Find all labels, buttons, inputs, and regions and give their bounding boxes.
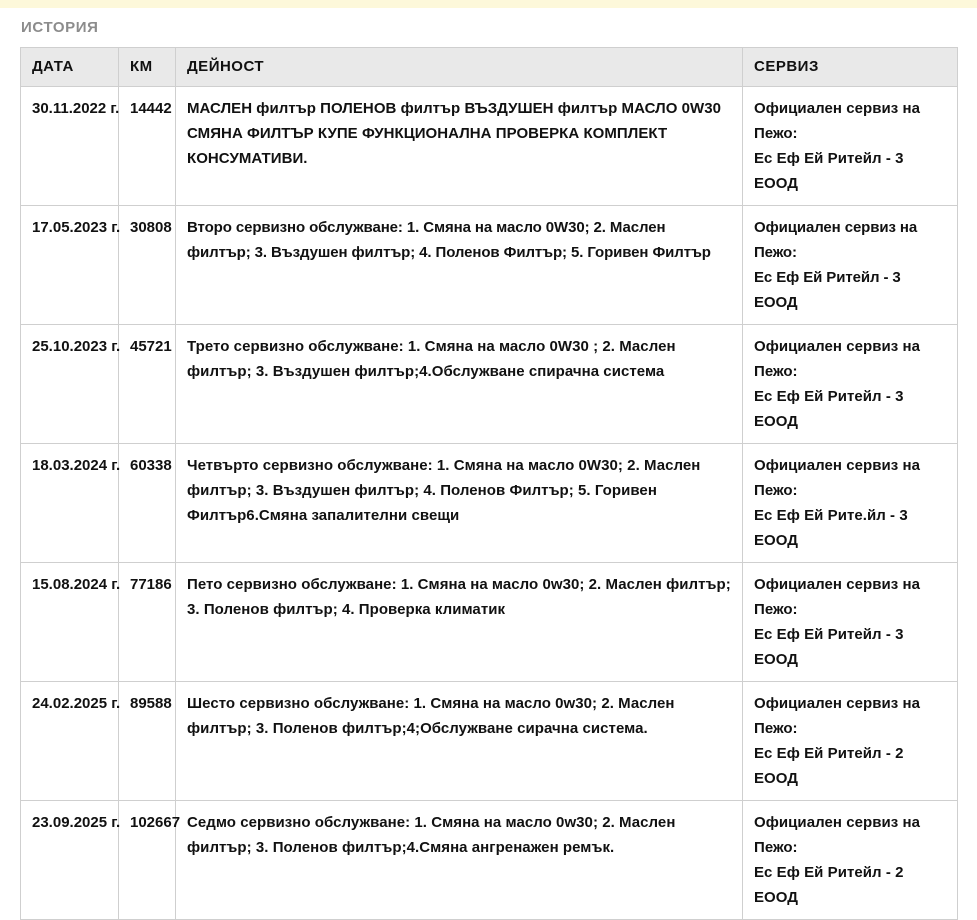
cell-activity: Пето сервизно обслужване: 1. Смяна на масло 0w30; 2. Маслен филтър; 3. Поленов филтър; 4. Проверка климатик (176, 563, 743, 682)
table-row (21, 444, 958, 563)
service-company: Ес Еф Ей Ритейл - 3 ЕООД (754, 626, 904, 668)
service-company: Ес Еф Ей Ритейл - 3 ЕООД (754, 388, 904, 430)
column-header-date: ДАТА (21, 48, 119, 87)
service-history-table (20, 47, 958, 920)
top-accent-band (0, 0, 977, 8)
service-name: Официален сервиз на Пежо: (754, 338, 920, 380)
cell-activity: Четвърто сервизно обслужване: 1. Смяна на масло 0W30; 2. Маслен филтър; 3. Въздушен филтър; 4. Поленов Филтър; 5. Горивен Филтър6.Смяна запалителни свещи (176, 444, 743, 563)
service-company: Ес Еф Ей Ритейл - 2 ЕООД (754, 864, 904, 906)
service-company: Ес Еф Ей Ритейл - 3 ЕООД (754, 150, 904, 192)
cell-date: 18.03.2024 г. (21, 444, 119, 563)
service-company: Ес Еф Ей Рите.йл - 3 ЕООД (754, 507, 908, 549)
cell-km: 14442 (119, 87, 176, 206)
service-name: Официален сервиз на Пежо: (754, 100, 920, 142)
table-row (21, 325, 958, 444)
history-section (0, 8, 977, 920)
column-header-activity: ДЕЙНОСТ (176, 48, 743, 87)
cell-date: 23.09.2025 г. (21, 801, 119, 920)
cell-date: 17.05.2023 г. (21, 206, 119, 325)
table-row (21, 801, 958, 920)
cell-activity: МАСЛЕН филтър ПОЛЕНОВ филтър ВЪЗДУШЕН филтър МАСЛО 0W30 СМЯНА ФИЛТЪР КУПЕ ФУНКЦИОНАЛНА ПРОВЕРКА КОМПЛЕКТ КОНСУМАТИВИ. (176, 87, 743, 206)
cell-activity: Второ сервизно обслужване: 1. Смяна на масло 0W30; 2. Маслен филтър; 3. Въздушен филтър; 4. Поленов Филтър; 5. Горивен Филтър (176, 206, 743, 325)
cell-km: 89588 (119, 682, 176, 801)
cell-service (743, 87, 958, 206)
cell-service (743, 444, 958, 563)
table-row (21, 682, 958, 801)
cell-date: 15.08.2024 г. (21, 563, 119, 682)
cell-km: 102667 (119, 801, 176, 920)
table-header (21, 48, 958, 87)
column-header-service: СЕРВИЗ (743, 48, 958, 87)
cell-service (743, 325, 958, 444)
cell-km: 45721 (119, 325, 176, 444)
cell-km: 77186 (119, 563, 176, 682)
cell-service (743, 682, 958, 801)
service-name: Официален сервиз на Пежо: (754, 576, 920, 618)
cell-activity: Шесто сервизно обслужване: 1. Смяна на масло 0w30; 2. Маслен филтър; 3. Поленов филтър;4;Обслужване сирачна система. (176, 682, 743, 801)
column-header-km: КМ (119, 48, 176, 87)
service-company: Ес Еф Ей Ритейл - 3 ЕООД (754, 269, 901, 311)
cell-km: 60338 (119, 444, 176, 563)
table-row (21, 87, 958, 206)
cell-date: 30.11.2022 г. (21, 87, 119, 206)
table-body (21, 87, 958, 920)
service-name: Официален сервиз на Пежо: (754, 695, 920, 737)
table-row (21, 563, 958, 682)
cell-km: 30808 (119, 206, 176, 325)
cell-service (743, 563, 958, 682)
cell-date: 24.02.2025 г. (21, 682, 119, 801)
page-title: ИСТОРИЯ (21, 19, 99, 36)
service-company: Ес Еф Ей Ритейл - 2 ЕООД (754, 745, 904, 787)
cell-activity: Седмо сервизно обслужване: 1. Смяна на масло 0w30; 2. Маслен филтър; 3. Поленов филтър;4.Смяна ангренажен ремък. (176, 801, 743, 920)
service-name: Официален сервиз на Пежо: (754, 219, 918, 261)
cell-date: 25.10.2023 г. (21, 325, 119, 444)
service-name: Официален сервиз на Пежо: (754, 814, 920, 856)
cell-activity: Трето сервизно обслужване: 1. Смяна на масло 0W30 ; 2. Маслен филтър; 3. Въздушен филтър;4.Обслужване спирачна система (176, 325, 743, 444)
cell-service (743, 206, 958, 325)
cell-service (743, 801, 958, 920)
service-name: Официален сервиз на Пежо: (754, 457, 920, 499)
table-header-row (21, 48, 958, 87)
table-row (21, 206, 958, 325)
